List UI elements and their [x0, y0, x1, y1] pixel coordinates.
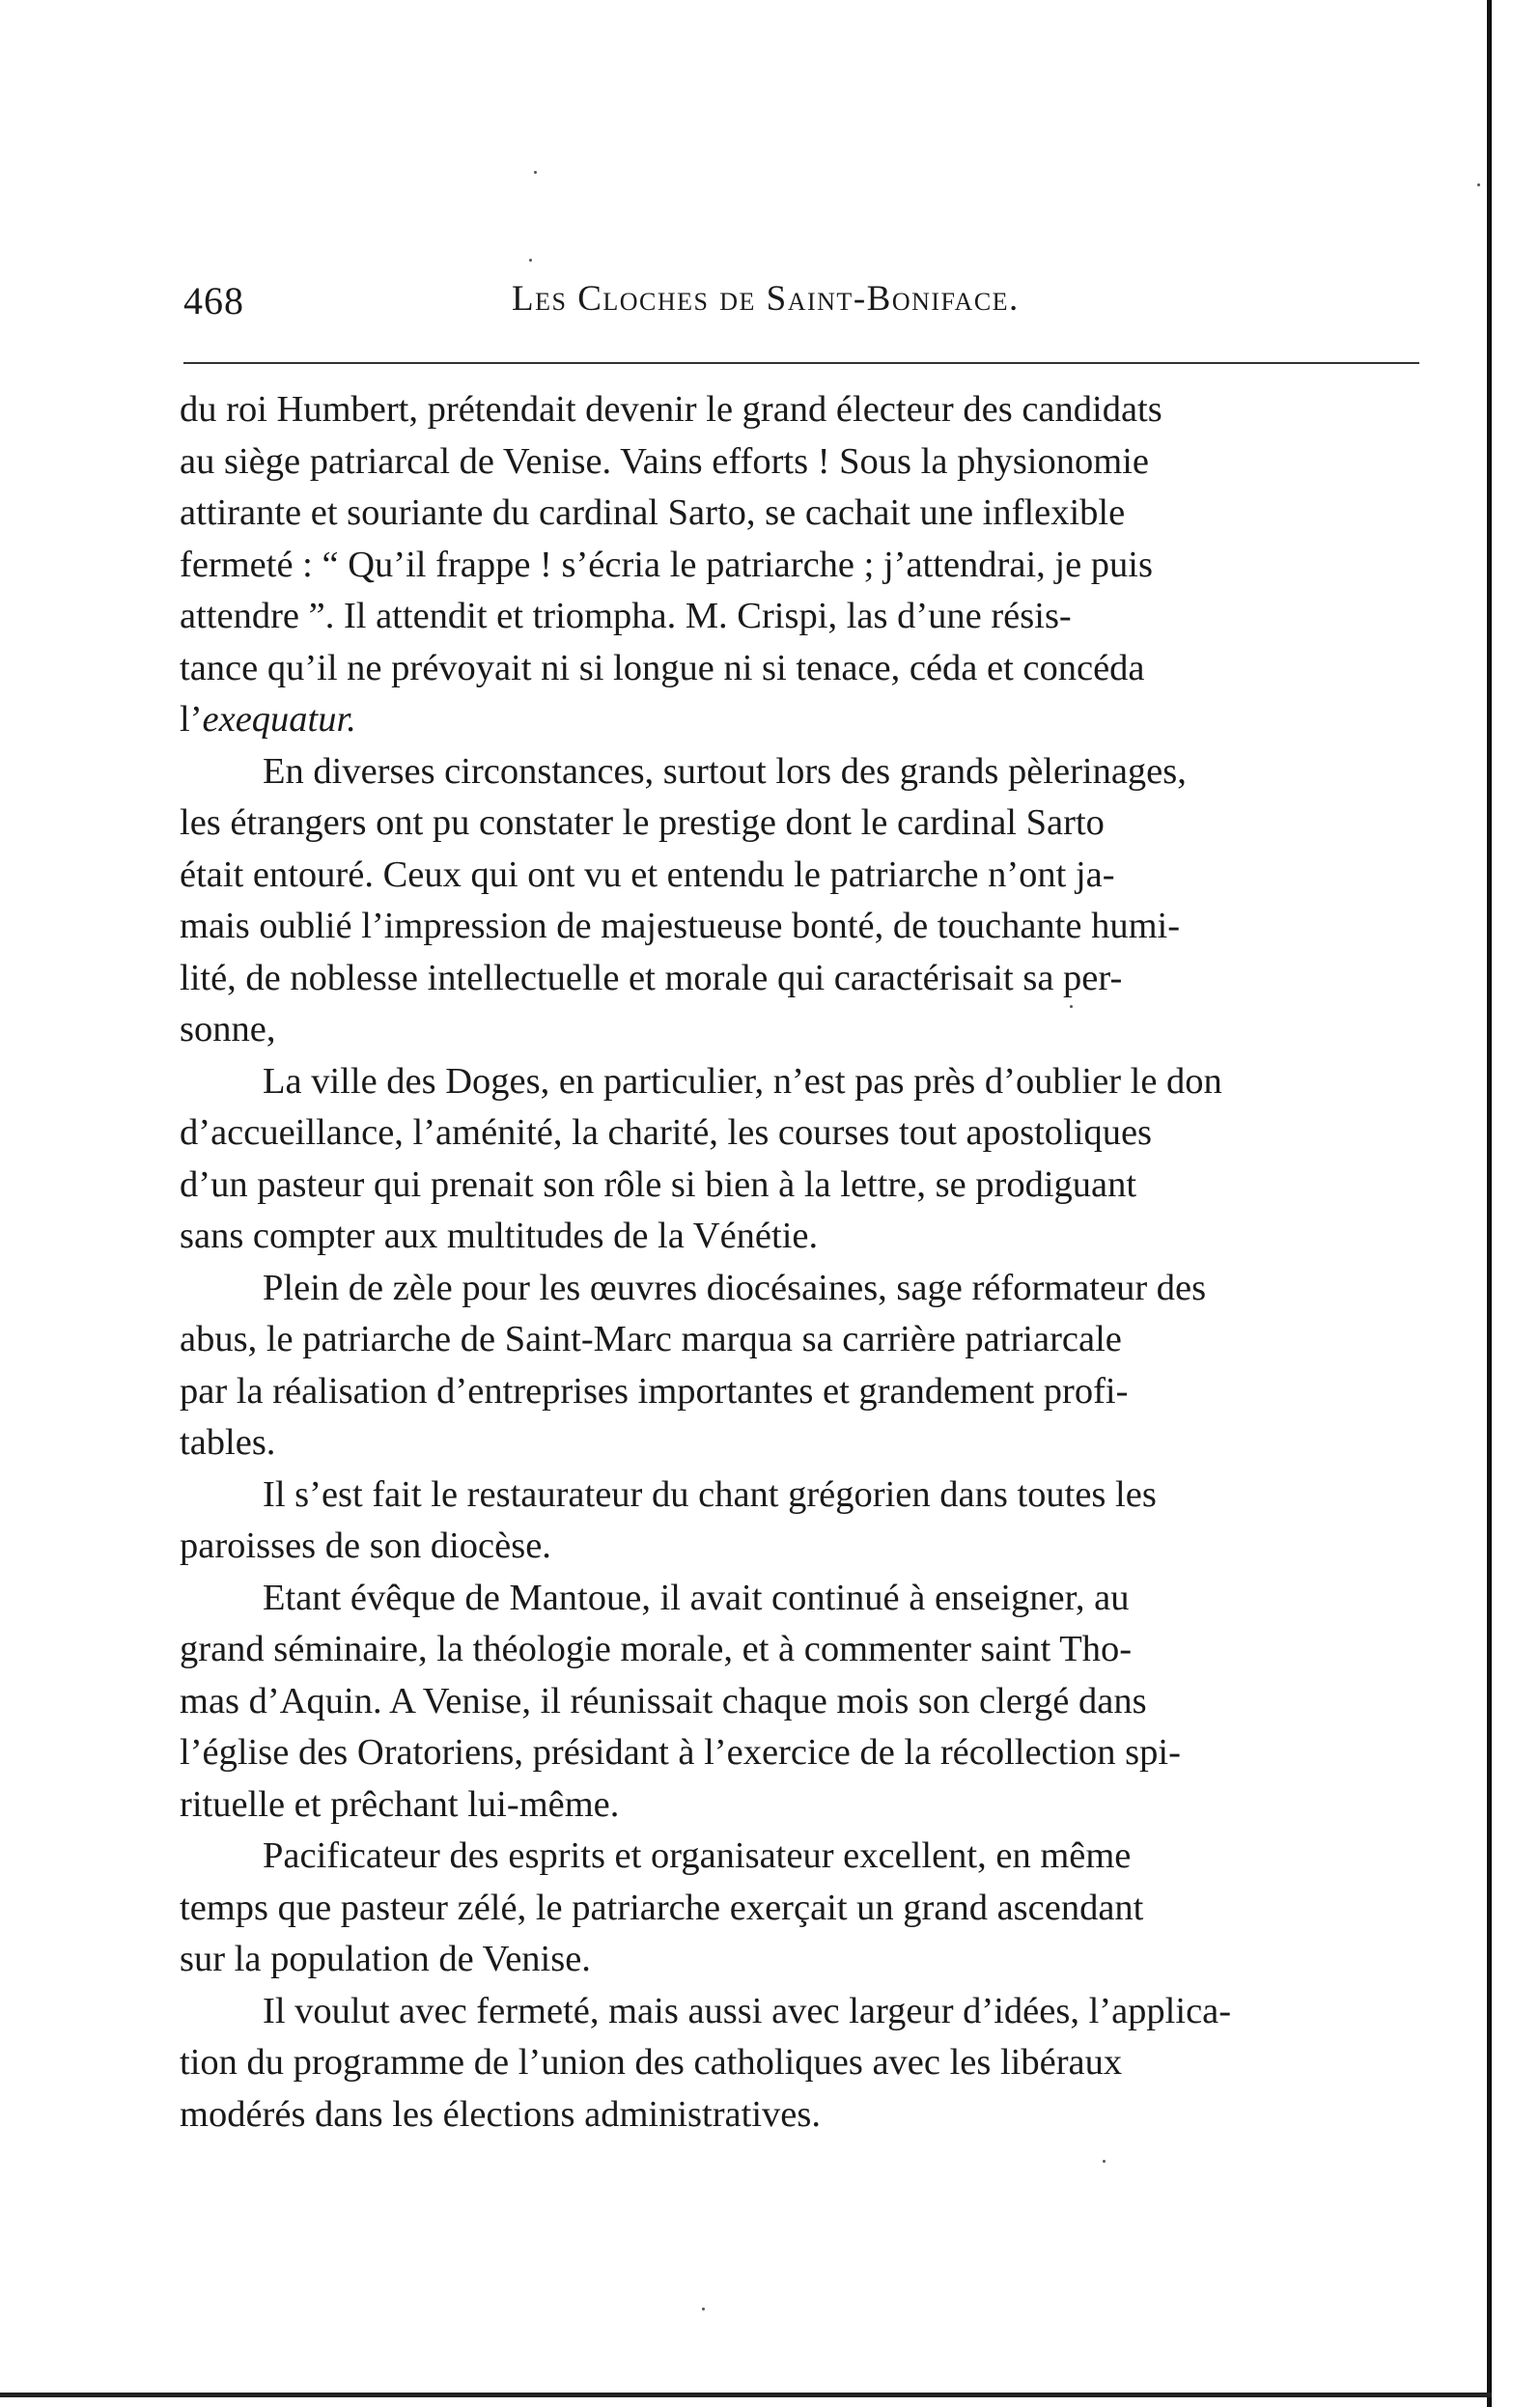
- text-line: était entouré. Ceux qui ont vu et entendu le patriarche n’ont ja-: [180, 854, 1115, 895]
- header-rule: [183, 362, 1419, 364]
- text-line: attendre ”. Il attendit et triompha. M. Crispi, las d’une résis-: [180, 596, 1072, 636]
- text-line: Plein de zèle pour les œuvres diocésaines, sage réformateur des: [263, 1267, 1207, 1308]
- paragraph: [180, 384, 1440, 746]
- text-line: tance qu’il ne prévoyait ni si longue ni si tenace, céda et concéda: [180, 647, 1145, 688]
- text-line: Pacificateur des esprits et organisateur excellent, en même: [263, 1835, 1132, 1876]
- scan-speck: [1477, 183, 1480, 186]
- text-line: mais oublié l’impression de majestueuse bonté, de touchante humi-: [180, 906, 1181, 946]
- paragraph: [180, 1056, 1440, 1263]
- text-line: Il voulut avec fermeté, mais aussi avec largeur d’idées, l’applica-: [263, 1990, 1232, 2031]
- page-edge-right: [1487, 0, 1492, 2407]
- paragraph: [180, 746, 1440, 1056]
- scan-speck: [1103, 2160, 1106, 2163]
- text-line: lité, de noblesse intellectuelle et morale qui caractérisait sa per-: [180, 957, 1123, 998]
- paragraph: [180, 1986, 1440, 2141]
- scan-speck: [534, 171, 537, 174]
- text-line: En diverses circonstances, surtout lors des grands pèlerinages,: [263, 750, 1187, 792]
- text-line: les étrangers ont pu constater le prestige dont le cardinal Sarto: [180, 802, 1105, 843]
- running-header: [183, 278, 1419, 326]
- paragraph: [180, 1263, 1440, 1469]
- page-number: 468: [183, 279, 244, 322]
- text-line: [180, 694, 1440, 746]
- text-line: La ville des Doges, en particulier, n’est pas près d’oublier le don: [263, 1060, 1222, 1102]
- body-text: [180, 384, 1440, 2141]
- text-line: du roi Humbert, prétendait devenir le grand électeur des candidats: [180, 389, 1162, 430]
- paragraph: [180, 1573, 1440, 1832]
- text-line: par la réalisation d’entreprises importantes et grandement profi-: [180, 1370, 1129, 1412]
- text-line: sans compter aux multitudes de la Vénétie.: [180, 1216, 819, 1256]
- text-line: attirante et souriante du cardinal Sarto, se cachait une inflexible: [180, 492, 1126, 533]
- text-line: d’un pasteur qui prenait son rôle si bien à la lettre, se prodiguant: [180, 1163, 1137, 1205]
- text-line: modérés dans les élections administratives.: [180, 2093, 821, 2135]
- text-line: Etant évêque de Mantoue, il avait continué à enseigner, au: [263, 1577, 1130, 1618]
- italic-term: exequatur.: [202, 699, 356, 740]
- scan-speck: [702, 2308, 705, 2310]
- paragraph: [180, 1831, 1440, 1986]
- text-line: au siège patriarcal de Venise. Vains efforts ! Sous la physionomie: [180, 440, 1149, 482]
- scan-speck: [529, 259, 532, 262]
- text-line: paroisses de son diocèse.: [180, 1525, 551, 1566]
- text-line: temps que pasteur zélé, le patriarche exerçait un grand ascendant: [180, 1887, 1144, 1928]
- text-line: rituelle et prêchant lui-même.: [180, 1783, 620, 1825]
- text-line: sonne,: [180, 1009, 276, 1050]
- page-edge-bottom: [0, 2393, 1492, 2397]
- text-line: abus, le patriarche de Saint-Marc marqua sa carrière patriarcale: [180, 1319, 1122, 1359]
- paragraph: [180, 1469, 1440, 1573]
- text-line: grand séminaire, la théologie morale, et à commenter saint Tho-: [180, 1629, 1133, 1669]
- text-line: Il s’est fait le restaurateur du chant grégorien dans toutes les: [263, 1473, 1157, 1515]
- running-title: Les Cloches de Saint-Boniface.: [512, 279, 1020, 319]
- text-line: fermeté : “ Qu’il frappe ! s’écria le patriarche ; j’attendrai, je puis: [180, 544, 1153, 585]
- text-line: l’église des Oratoriens, présidant à l’exercice de la récollection spi-: [180, 1732, 1181, 1773]
- text-line-prefix: l’: [180, 699, 203, 740]
- text-line: sur la population de Venise.: [180, 1939, 591, 1979]
- text-line: mas d’Aquin. A Venise, il réunissait chaque mois son clergé dans: [180, 1680, 1147, 1721]
- text-line: tion du programme de l’union des catholiques avec les libéraux: [180, 2042, 1123, 2083]
- text-line: d’accueillance, l’aménité, la charité, les courses tout apostoliques: [180, 1112, 1153, 1153]
- text-line: tables.: [180, 1422, 276, 1463]
